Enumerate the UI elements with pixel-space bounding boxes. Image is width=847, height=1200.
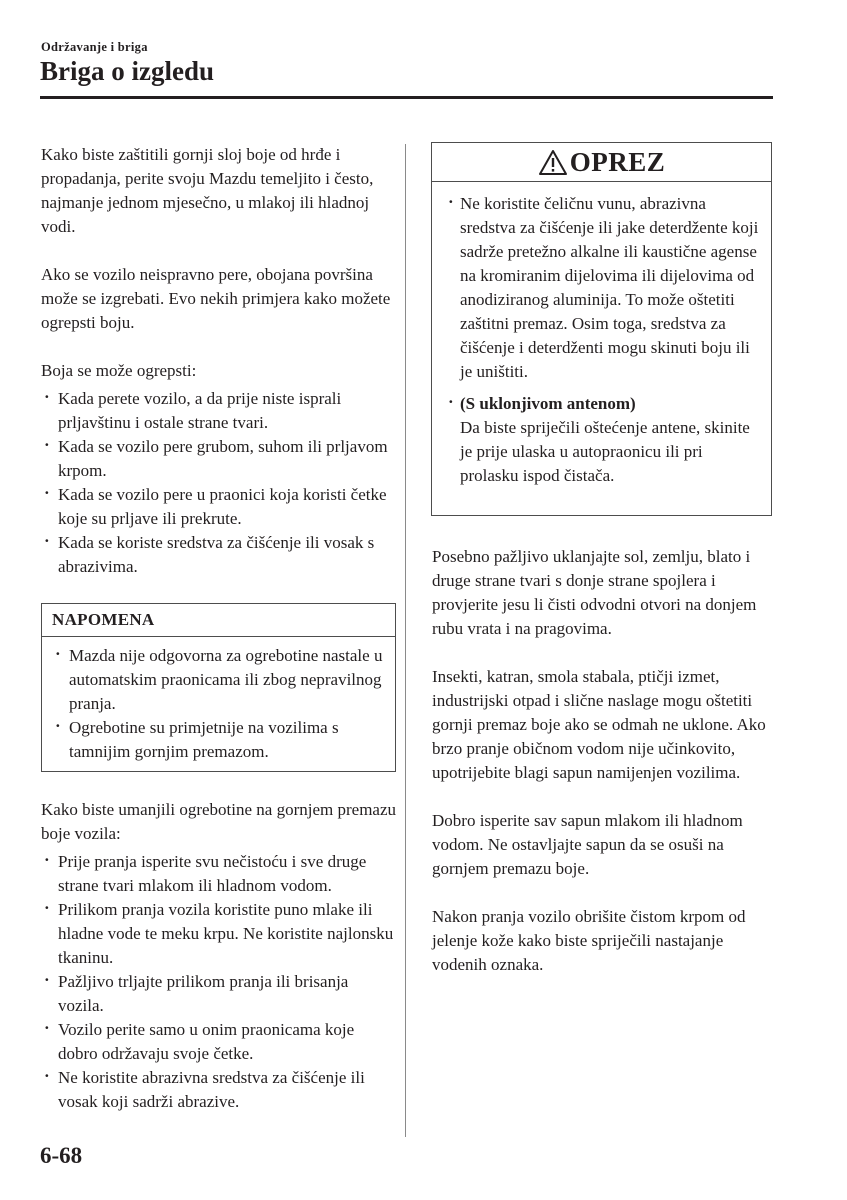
list-item: · Kada se vozilo pere grubom, suhom ili prljavom krpom. <box>41 435 396 483</box>
tips-list <box>41 850 396 1114</box>
spoiler-paragraph: Posebno pažljivo uklanjajte sol, zemlju, blato i druge strane tvari s donje strane spojlera i provjerite jesu li čisti odvodni otvori na donjem rubu vrata i na pragovima. <box>432 547 757 638</box>
list-item: · Kada se koriste sredstva za čišćenje ili vosak s abrazivima. <box>41 531 396 579</box>
list-item: · Pažljivo trljajte prilikom pranja ili brisanja vozila. <box>41 970 396 1018</box>
list-item: · Kada perete vozilo, a da prije niste isprali prljavštinu i ostale strane tvari. <box>41 387 396 435</box>
list-item: · Kada se vozilo pere u praonici koja koristi četke koje su prljave ili prekrute. <box>41 483 396 531</box>
scratch-warning-paragraph: Ako se vozilo neispravno pere, obojana površina može se izgrebati. Evo nekih primjera kako možete ogrepsti boju. <box>41 265 391 332</box>
intro-paragraph: Kako biste zaštitili gornji sloj boje od hrđe i propadanja, perite svoju Mazdu temeljito i često, najmanje jednom mjesečno, u mlakoj ili hladnoj vodi. <box>41 145 374 236</box>
caution-header <box>432 143 771 182</box>
caution-box <box>431 142 772 516</box>
deposits-paragraph: Insekti, katran, smola stabala, ptičji izmet, industrijski otpad i slične naslage mogu oštetiti gornji premaz boje ako se odmah ne uklone. Ako brzo pranje običnom vodom nije učinkovito, upotrijebite blagi sapun namijenjen vozilima. <box>432 667 766 782</box>
note-heading: NAPOMENA <box>42 604 395 637</box>
list-item: · Ne koristite čeličnu vunu, abrazivna sredstva za čišćenje ili jake deterdžente koji sadrže pretežno alkalne ili kaustične agense na kromiranim dijelovima ili dijelovima od anodiziranog aluminija. To može oštetiti zaštitni premaz. Osim toga, sredstva za čišćenje i deterdženti mogu skinuti boju ili je uništiti. <box>450 192 761 384</box>
warning-triangle-icon <box>538 149 568 176</box>
antenna-heading: · (S uklonjivom antenom) <box>460 394 636 413</box>
note-body <box>42 637 395 771</box>
drying-paragraph: Nakon pranja vozilo obrišite čistom krpom od jelenje kože kako biste spriječili nastajanje vodenih oznaka. <box>432 907 746 974</box>
scratch-list-intro: Boja se može ogrepsti: <box>41 361 197 380</box>
caution-title: OPREZ <box>569 146 666 177</box>
page-title: Briga o izgledu <box>40 56 214 86</box>
antenna-text: Da biste spriječili oštećenje antene, skinite je prije ulaska u autopraonicu ili pri prolasku ispod čistača. <box>460 418 750 485</box>
caution-body <box>432 182 771 488</box>
column-divider <box>405 144 406 1137</box>
left-column <box>41 143 396 1138</box>
list-item: · Mazda nije odgovorna za ogrebotine nastale u automatskim praonicama ili zbog nepravilnog pranja. <box>52 644 385 716</box>
title-rule <box>40 96 773 99</box>
list-item: · Prilikom pranja vozila koristite puno mlake ili hladne vode te meku krpu. Ne koristite najlonsku tkaninu. <box>41 898 396 970</box>
scratch-causes-list <box>41 387 396 579</box>
list-item: · Vozilo perite samo u onim praonicama koje dobro održavaju svoje četke. <box>41 1018 396 1066</box>
note-box <box>41 603 396 772</box>
right-column <box>432 545 774 1001</box>
rinse-paragraph: Dobro isperite sav sapun mlakom ili hladnom vodom. Ne ostavljajte sapun da se osuši na gornjem premazu boje. <box>432 811 743 878</box>
note-list <box>52 644 385 764</box>
list-item: · Ne koristite abrazivna sredstva za čišćenje ili vosak koji sadrži abrazive. <box>41 1066 396 1114</box>
caution-list <box>450 192 761 488</box>
page-number: 6-68 <box>40 1143 83 1168</box>
list-item: · Prije pranja isperite svu nečistoću i sve druge strane tvari mlakom ili hladnom vodom. <box>41 850 396 898</box>
list-item <box>450 392 761 488</box>
list-item: · Ogrebotine su primjetnije na vozilima s tamnijim gornjim premazom. <box>52 716 385 764</box>
section-label: Održavanje i briga <box>41 40 148 54</box>
tips-intro-paragraph: Kako biste umanjili ogrebotine na gornjem premazu boje vozila: <box>41 800 397 843</box>
